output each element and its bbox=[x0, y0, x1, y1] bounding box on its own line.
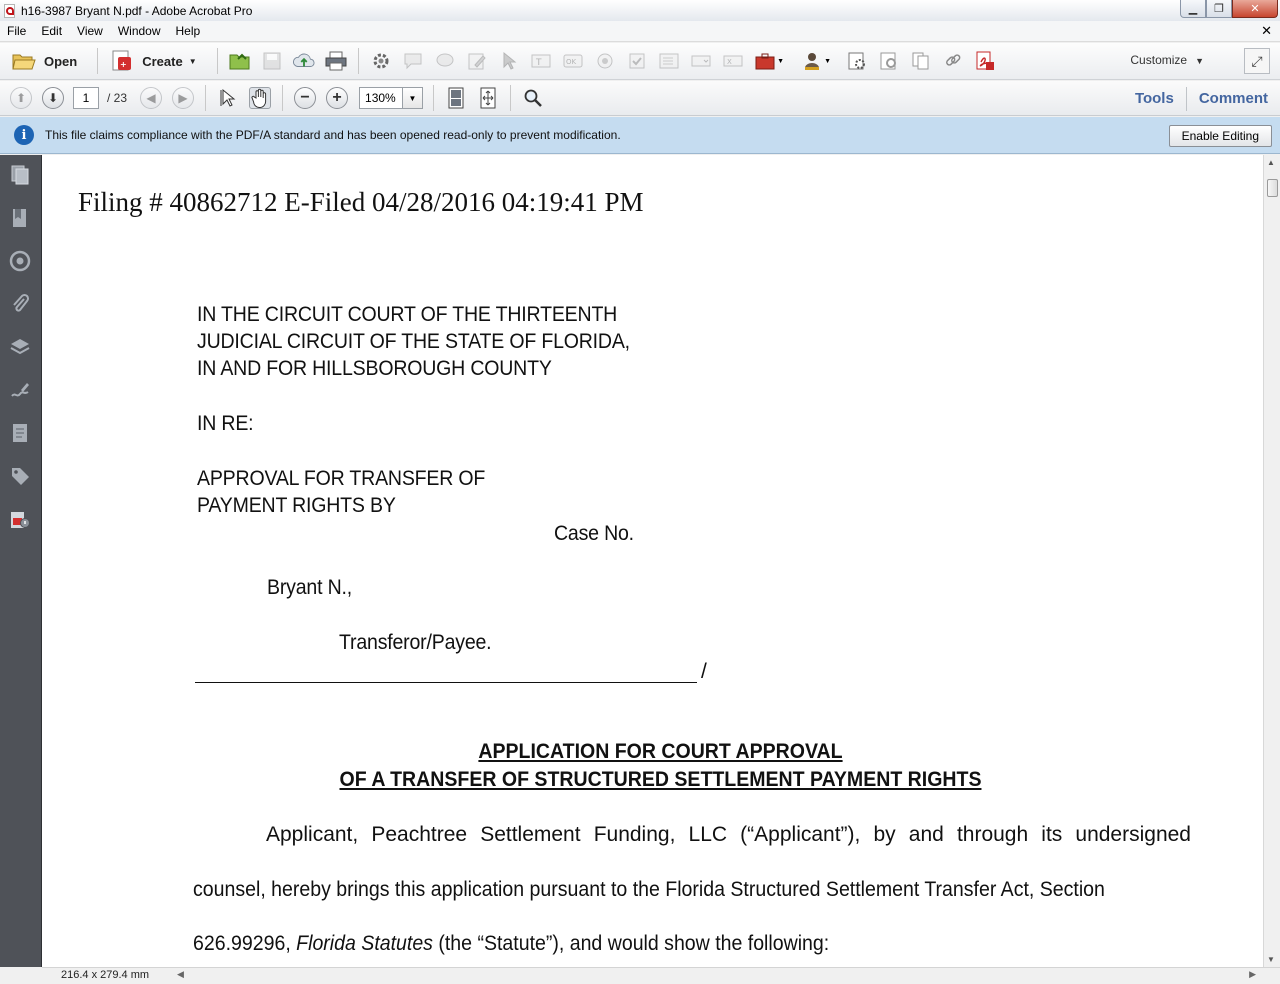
toolbar-separator bbox=[217, 48, 218, 74]
attachments-icon[interactable] bbox=[8, 292, 32, 316]
in-re-label: IN RE: bbox=[197, 412, 254, 435]
svg-text:OK: OK bbox=[565, 58, 576, 66]
comment-pane-button[interactable]: Comment bbox=[1198, 90, 1268, 107]
tags-icon[interactable] bbox=[8, 464, 32, 488]
content-icon[interactable] bbox=[8, 421, 32, 445]
scroll-down-icon[interactable]: ▼ bbox=[1267, 955, 1275, 964]
menu-help[interactable]: Help bbox=[175, 24, 201, 38]
signatures-icon[interactable] bbox=[8, 249, 32, 273]
case-number-label: Case No. bbox=[554, 522, 634, 545]
window-title-bar bbox=[0, 0, 1280, 21]
cloud-upload-icon[interactable] bbox=[293, 50, 315, 72]
create-label: Create bbox=[142, 53, 183, 69]
vertical-scrollbar[interactable] bbox=[1263, 155, 1280, 967]
close-window-button[interactable]: ✕ bbox=[1232, 0, 1278, 18]
page-dimensions: 216.4 x 279.4 mm bbox=[61, 969, 150, 981]
zoom-dropdown-icon[interactable]: ▼ bbox=[403, 87, 423, 109]
folder-open-icon bbox=[12, 51, 36, 71]
document-message: This file claims compliance with the PDF/A standard and has been opened read-only to prevent modification. bbox=[45, 128, 621, 142]
folder-icon[interactable] bbox=[229, 50, 251, 72]
save-icon[interactable] bbox=[261, 50, 283, 72]
print-icon[interactable] bbox=[325, 50, 347, 72]
hand-tool-icon[interactable] bbox=[249, 87, 271, 109]
document-settings-icon[interactable] bbox=[878, 50, 900, 72]
para-word: undersigned bbox=[1075, 823, 1191, 846]
customize-button[interactable] bbox=[1130, 53, 1204, 67]
scroll-left-icon[interactable]: ◀ bbox=[177, 969, 184, 979]
window-title: h16-3987 Bryant N.pdf - Adobe Acrobat Pro bbox=[21, 3, 253, 18]
page-thumbnails-icon[interactable] bbox=[8, 163, 32, 187]
acrobat-app-icon bbox=[3, 4, 17, 18]
statute-rest: (the “Statute”), and would show the following: bbox=[432, 932, 830, 955]
court-line-2: JUDICIAL CIRCUIT OF THE STATE OF FLORIDA, bbox=[197, 330, 630, 353]
para-word: Funding, bbox=[593, 823, 676, 846]
signature-field-icon[interactable] bbox=[722, 50, 744, 72]
bookmarks-icon[interactable] bbox=[8, 206, 32, 230]
toolbar-separator bbox=[433, 85, 434, 111]
navigation-toolbar bbox=[0, 81, 1280, 116]
party-role: Transferor/Payee. bbox=[339, 631, 492, 654]
layers-icon[interactable] bbox=[8, 335, 32, 359]
zoom-in-icon[interactable]: + bbox=[326, 87, 348, 109]
para-word: through bbox=[956, 823, 1029, 846]
chevron-down-icon: ▼ bbox=[188, 56, 197, 66]
court-line-3: IN AND FOR HILLSBOROUGH COUNTY bbox=[197, 357, 552, 380]
select-cursor-icon[interactable] bbox=[498, 50, 520, 72]
application-heading-2: OF A TRANSFER OF STRUCTURED SETTLEMENT PAYMENT RIGHTS bbox=[339, 768, 982, 791]
page-total: / 23 bbox=[107, 91, 128, 105]
court-line-1: IN THE CIRCUIT COURT OF THE THIRTEENTH bbox=[197, 303, 618, 326]
user-stamp-icon[interactable]: ▼ bbox=[801, 50, 833, 72]
dropdown-field-icon[interactable] bbox=[690, 50, 712, 72]
zoom-out-icon[interactable]: − bbox=[294, 87, 316, 109]
expand-icon[interactable]: ⤢ bbox=[1244, 48, 1270, 74]
para-word: (“Applicant”), bbox=[740, 823, 861, 846]
toolbar-separator bbox=[510, 85, 511, 111]
fit-page-icon[interactable] bbox=[445, 87, 467, 109]
minimize-button[interactable]: ▁ bbox=[1180, 0, 1206, 18]
toolbox-icon[interactable]: ▼ bbox=[754, 50, 786, 72]
main-toolbar bbox=[0, 43, 1280, 80]
paragraph-line-3 bbox=[193, 932, 829, 956]
menu-file[interactable]: File bbox=[7, 24, 27, 38]
svg-text:+: + bbox=[120, 60, 127, 69]
enable-editing-button[interactable]: Enable Editing bbox=[1169, 125, 1272, 147]
combine-files-icon[interactable] bbox=[910, 50, 932, 72]
comment-bubble-icon[interactable] bbox=[434, 50, 456, 72]
approval-line-1: APPROVAL FOR TRANSFER OF bbox=[197, 467, 486, 490]
restore-button[interactable]: ❐ bbox=[1206, 0, 1232, 18]
para-word: Settlement bbox=[480, 823, 581, 846]
fit-width-icon[interactable] bbox=[477, 87, 499, 109]
svg-text:T: T bbox=[535, 58, 542, 68]
statute-title: Florida Statutes bbox=[296, 932, 433, 955]
menu-edit[interactable]: Edit bbox=[41, 24, 63, 38]
menu-bar bbox=[0, 21, 1280, 42]
para-word: LLC bbox=[688, 823, 728, 846]
window-controls bbox=[1180, 0, 1278, 18]
open-button[interactable] bbox=[6, 47, 83, 75]
approval-line-2: PAYMENT RIGHTS BY bbox=[197, 494, 396, 517]
close-document-icon[interactable]: ✕ bbox=[1261, 23, 1272, 38]
sticky-note-icon[interactable] bbox=[402, 50, 424, 72]
link-icon[interactable] bbox=[942, 50, 964, 72]
toolbar-separator bbox=[282, 85, 283, 111]
scroll-up-icon[interactable]: ▲ bbox=[1267, 158, 1275, 167]
checkbox-icon[interactable] bbox=[626, 50, 648, 72]
select-tool-icon[interactable] bbox=[217, 87, 239, 109]
menu-window[interactable]: Window bbox=[117, 24, 161, 38]
toolbar-separator bbox=[205, 85, 206, 111]
next-view-icon[interactable]: ▶ bbox=[172, 87, 194, 109]
ok-button-field-icon[interactable] bbox=[562, 50, 584, 72]
para-word: its bbox=[1041, 823, 1063, 846]
page-number-input[interactable]: 1 bbox=[73, 87, 99, 109]
para-word: Peachtree bbox=[371, 823, 468, 846]
list-box-icon[interactable] bbox=[658, 50, 680, 72]
caption-rule bbox=[195, 682, 697, 683]
document-view[interactable] bbox=[42, 155, 1263, 967]
status-bar bbox=[42, 967, 1280, 984]
signature-pen-icon[interactable] bbox=[8, 378, 32, 402]
previous-page-icon[interactable]: ⬆ bbox=[10, 87, 32, 109]
caption-slash: / bbox=[701, 660, 707, 683]
next-page-icon[interactable]: ⬇ bbox=[42, 87, 64, 109]
task-pane-links bbox=[1123, 81, 1280, 116]
info-icon: i bbox=[14, 125, 34, 145]
open-label: Open bbox=[44, 53, 78, 69]
navigation-pane bbox=[0, 155, 42, 967]
security-settings-icon[interactable] bbox=[8, 507, 32, 531]
customize-label: Customize bbox=[1130, 53, 1188, 67]
filing-header: Filing # 40862712 E-Filed 04/28/2016 04:19:41 PM bbox=[78, 187, 644, 217]
gear-icon[interactable] bbox=[370, 50, 392, 72]
para-word: Applicant, bbox=[266, 823, 359, 846]
zoom-level-input[interactable]: 130% bbox=[359, 87, 403, 109]
create-pdf-icon bbox=[110, 49, 134, 73]
chevron-down-icon: ▼ bbox=[1195, 56, 1204, 66]
edit-text-icon[interactable] bbox=[466, 50, 488, 72]
toolbar-separator bbox=[97, 48, 98, 74]
statute-number: 626.99296, bbox=[193, 932, 297, 955]
para-word: by bbox=[873, 823, 896, 846]
paragraph-line-2: counsel, hereby brings this application pursuant to the Florida Structured Settlement Transfer Act, Section bbox=[193, 878, 1105, 901]
action-wizard-icon[interactable] bbox=[846, 50, 868, 72]
menu-view[interactable]: View bbox=[77, 24, 103, 38]
find-icon[interactable] bbox=[522, 87, 544, 109]
tools-pane-button[interactable]: Tools bbox=[1134, 90, 1174, 107]
paragraph-line-1 bbox=[266, 823, 1191, 847]
radio-button-icon[interactable] bbox=[594, 50, 616, 72]
application-heading-1: APPLICATION FOR COURT APPROVAL bbox=[478, 740, 843, 763]
previous-view-icon[interactable]: ◀ bbox=[140, 87, 162, 109]
export-pdf-icon[interactable] bbox=[974, 50, 996, 72]
text-field-icon[interactable] bbox=[530, 50, 552, 72]
document-message-bar bbox=[0, 117, 1280, 154]
party-name: Bryant N., bbox=[267, 576, 352, 599]
para-word: and bbox=[908, 823, 944, 846]
scroll-thumb[interactable] bbox=[1267, 179, 1278, 197]
svg-text:X: X bbox=[726, 58, 732, 66]
toolbar-separator bbox=[358, 48, 359, 74]
scroll-right-icon[interactable]: ▶ bbox=[1249, 969, 1256, 979]
create-button[interactable] bbox=[104, 47, 202, 75]
